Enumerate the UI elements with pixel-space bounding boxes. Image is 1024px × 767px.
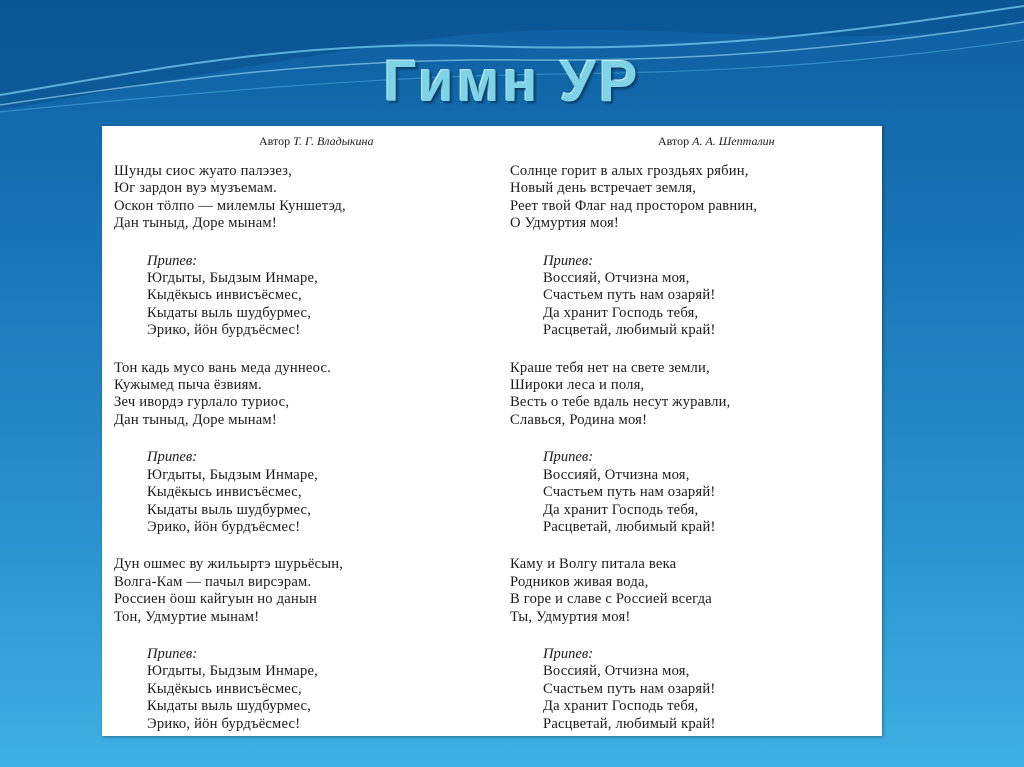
lyric-line: Юг зардон вуэ музъемам. (114, 180, 277, 197)
lyric-line: Волга-Кам — пачыл вирсэрам. (114, 573, 312, 590)
lyric-line: Воссияй, Отчизна моя, (543, 466, 690, 483)
lyric-line: Да хранит Господь тебя, (543, 501, 699, 518)
slide-title: Гимн УР (383, 49, 641, 114)
lyric-line: Родников живая вода, (510, 573, 649, 590)
author-prefix: Автор (259, 134, 291, 148)
lyric-line: Да хранит Господь тебя, (543, 304, 699, 321)
author-name: Т. Г. Владыкина (293, 134, 374, 148)
chorus-stanza (510, 253, 880, 340)
lyric-line: Шунды сиос жуато палэзез, (114, 163, 292, 179)
udmurt-lyrics-column (114, 134, 484, 753)
chorus-stanza (114, 646, 484, 733)
lyric-line: Кыдёкысь инвисъёсмес, (147, 484, 302, 501)
lyric-line: Расцветай, любимый край! (543, 322, 716, 339)
lyric-line: Да хранит Господь тебя, (543, 698, 699, 715)
lyric-line: Краше тебя нет на свете земли, (510, 359, 710, 376)
chorus-stanza (114, 253, 484, 340)
lyric-line: Оскон тӧлпо — милемлы Куншетэд, (114, 197, 346, 214)
chorus-label: Припев: (543, 645, 594, 662)
chorus-label: Припев: (543, 252, 594, 269)
lyric-line: Кыдаты выль шудбурмес, (147, 698, 312, 715)
author-credit (510, 134, 880, 149)
lyric-line: Реет твой Флаг над простором равнин, (510, 197, 758, 214)
lyric-line: Солнце горит в алых гроздьях рябин, (510, 163, 749, 179)
lyric-line: Кыдаты выль шудбурмес, (147, 501, 312, 518)
lyric-line: Тон, Удмуртие мынам! (114, 608, 260, 625)
lyric-line: Эрико, йӧн бурдъёсмес! (147, 322, 301, 339)
lyric-line: В горе и славе с Россией всегда (510, 591, 712, 608)
chorus-label: Припев: (147, 449, 198, 466)
lyric-line: Дан тыныд, Доре мынам! (114, 411, 277, 428)
lyric-line: Широки леса и поля, (510, 377, 645, 394)
lyric-line: Счастьем путь нам озаряй! (543, 680, 716, 697)
lyric-line: Югдыты, Быдзым Инмаре, (147, 663, 318, 680)
author-name: А. А. Шепталин (692, 134, 775, 148)
lyric-line: Воссияй, Отчизна моя, (543, 270, 690, 287)
lyric-line: Расцветай, любимый край! (543, 518, 716, 535)
lyric-line: Счастьем путь нам озаряй! (543, 287, 716, 304)
lyric-line: Расцветай, любимый край! (543, 715, 716, 732)
verse-stanza (114, 360, 484, 430)
verse-stanza (510, 556, 880, 626)
lyric-line: Кыдёкысь инвисъёсмес, (147, 287, 302, 304)
lyric-line: Дан тыныд, Доре мынам! (114, 215, 277, 232)
lyric-line: Югдыты, Быдзым Инмаре, (147, 270, 318, 287)
lyric-line: Югдыты, Быдзым Инмаре, (147, 466, 318, 483)
lyric-line: Ты, Удмуртия моя! (510, 608, 631, 625)
lyric-line: Зеч ивордэ гурлало туриос, (114, 394, 290, 411)
lyric-line: Воссияй, Отчизна моя, (543, 663, 690, 680)
author-credit (114, 134, 484, 149)
chorus-label: Припев: (147, 252, 198, 269)
chorus-stanza (114, 449, 484, 536)
lyric-line: Эрико, йӧн бурдъёсмес! (147, 715, 301, 732)
lyric-line: Тон кадь мусо вань меда дуннеос. (114, 359, 331, 376)
lyric-line: О Удмуртия моя! (510, 215, 619, 232)
russian-lyrics-column (510, 134, 880, 753)
verse-stanza (114, 556, 484, 626)
chorus-label: Припев: (147, 645, 198, 662)
author-prefix: Автор (658, 134, 690, 148)
lyric-line: Кыдёкысь инвисъёсмес, (147, 680, 302, 697)
lyric-line: Каму и Волгу питала века (510, 556, 677, 573)
lyric-line: Кыдаты выль шудбурмес, (147, 304, 312, 321)
verse-stanza (510, 163, 880, 233)
lyric-line: Счастьем путь нам озаряй! (543, 484, 716, 501)
lyric-line: Дун ошмес ву жильыртэ шурьёсын, (114, 556, 344, 573)
lyric-line: Эрико, йӧн бурдъёсмес! (147, 518, 301, 535)
verse-stanza (114, 163, 484, 233)
lyric-line: Новый день встречает земля, (510, 180, 697, 197)
lyric-line: Россиен ӧош кайгуын но данын (114, 591, 317, 608)
chorus-label: Припев: (543, 449, 594, 466)
anthem-lyrics-page (102, 126, 882, 736)
lyric-line: Славься, Родина моя! (510, 411, 648, 428)
lyric-line: Кужымед пыча ёзвиям. (114, 377, 262, 394)
lyric-line: Весть о тебе вдаль несут журавли, (510, 394, 731, 411)
chorus-stanza (510, 646, 880, 733)
chorus-stanza (510, 449, 880, 536)
verse-stanza (510, 360, 880, 430)
